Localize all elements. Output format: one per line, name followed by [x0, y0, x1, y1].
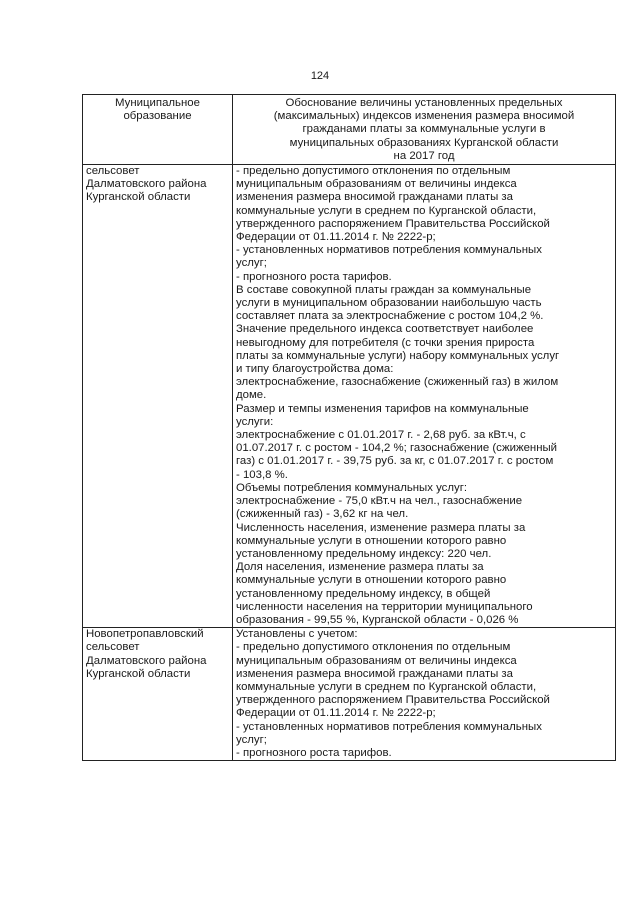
- justification-line: газ) с 01.01.2017 г. - 39,75 руб. за кг, с 01.07.2017 г. с ростом: [236, 455, 554, 468]
- justification-line: электроснабжение с 01.01.2017 г. - 2,68 руб. за кВт.ч, с: [236, 429, 526, 442]
- justification-line: Размер и темпы изменения тарифов на коммунальные: [236, 402, 529, 415]
- justification-line: - предельно допустимого отклонения по отдельным: [236, 165, 511, 178]
- indices-table: [82, 94, 616, 761]
- justification-line: коммунальные услуги в среднем по Курганской области,: [236, 680, 537, 693]
- municipality-cell: [83, 628, 233, 761]
- justification-line: (сжиженный газ) - 3,62 кг на чел.: [236, 508, 409, 521]
- header-justification-text: Обоснование величины установленных предельных (максимальных) индексов изменения размера вносимой гражданами платы за коммунальные услуги в муниципальных образованиях Курганской области на 2017 год: [273, 97, 575, 162]
- justification-line: услуг;: [236, 733, 267, 746]
- justification-cell: [233, 628, 616, 761]
- municipality-cell: [83, 165, 233, 628]
- justification-line: Значение предельного индекса соответствует наиболее: [236, 323, 534, 336]
- justification-line: коммунальные услуги в отношении которого равно: [236, 574, 507, 587]
- justification-line: утвержденного распоряжением Правительства Российской: [236, 694, 550, 707]
- justification-line: Федерации от 01.11.2014 г. № 2222-р;: [236, 231, 436, 244]
- table-header-row: [83, 95, 616, 165]
- justification-line: невыгодному для потребителя (с точки зрения прироста: [236, 336, 535, 349]
- table-row: [83, 628, 616, 761]
- justification-line: - прогнозного роста тарифов.: [236, 270, 392, 283]
- justification-line: составляет плата за электроснабжение с ростом 104,2 %.: [236, 310, 544, 323]
- justification-line: платы за коммунальные услуги) набору коммунальных услуг: [236, 349, 560, 362]
- justification-line: - прогнозного роста тарифов.: [236, 746, 392, 759]
- justification-line: утвержденного распоряжением Правительства Российской: [236, 217, 550, 230]
- table-body: [83, 165, 616, 761]
- justification-line: муниципальным образованиям от величины индекса: [236, 178, 517, 191]
- justification-line: услуги в муниципальном образовании наибольшую часть: [236, 297, 542, 310]
- justification-line: 01.07.2017 г. с ростом - 104,2 %; газоснабжение (сжиженный: [236, 442, 558, 455]
- header-municipality-text: Муниципальное образование: [115, 97, 200, 123]
- justification-line: В составе совокупной платы граждан за коммунальные: [236, 283, 532, 296]
- justification-line: изменения размера вносимой гражданами платы за: [236, 667, 513, 680]
- justification-line: Доля населения, изменение размера платы за: [236, 561, 484, 574]
- justification-line: установленному предельному индексу: 220 чел.: [236, 547, 492, 560]
- justification-line: изменения размера вносимой гражданами платы за: [236, 191, 513, 204]
- justification-line: - установленных нормативов потребления коммунальных: [236, 244, 542, 257]
- header-municipality: [83, 95, 233, 165]
- header-justification: [233, 95, 616, 165]
- justification-line: электроснабжение - 75,0 кВт.ч на чел., газоснабжение: [236, 495, 523, 508]
- justification-line: и типу благоустройства дома:: [236, 363, 394, 376]
- justification-line: - предельно допустимого отклонения по отдельным: [236, 641, 511, 654]
- page-number: 124: [310, 70, 330, 82]
- table-row: [83, 165, 616, 628]
- justification-line: - установленных нормативов потребления коммунальных: [236, 720, 542, 733]
- justification-line: коммунальные услуги в отношении которого равно: [236, 534, 507, 547]
- justification-line: доме.: [236, 389, 267, 402]
- justification-cell: [233, 165, 616, 628]
- justification-line: - 103,8 %.: [236, 468, 288, 481]
- municipality-name: сельсовет Далматовского района Курганской области: [86, 165, 207, 204]
- justification-line: коммунальные услуги в среднем по Курганской области,: [236, 204, 537, 217]
- justification-line: установленному предельному индексу, в общей: [236, 587, 491, 600]
- justification-line: услуги:: [236, 415, 274, 428]
- justification-line: образования - 99,55 %, Курганской области - 0,026 %: [236, 613, 519, 626]
- justification-line: муниципальным образованиям от величины индекса: [236, 654, 517, 667]
- justification-line: электроснабжение, газоснабжение (сжиженный газ) в жилом: [236, 376, 559, 389]
- justification-line: численности населения на территории муниципального: [236, 600, 533, 613]
- justification-line: Федерации от 01.11.2014 г. № 2222-р;: [236, 707, 436, 720]
- justification-line: Численность населения, изменение размера платы за: [236, 521, 526, 534]
- justification-line: Установлены с учетом:: [236, 628, 358, 641]
- municipality-name: Новопетропавловский сельсовет Далматовского района Курганской области: [86, 628, 207, 680]
- justification-line: услуг;: [236, 257, 267, 270]
- justification-line: Объемы потребления коммунальных услуг:: [236, 481, 468, 494]
